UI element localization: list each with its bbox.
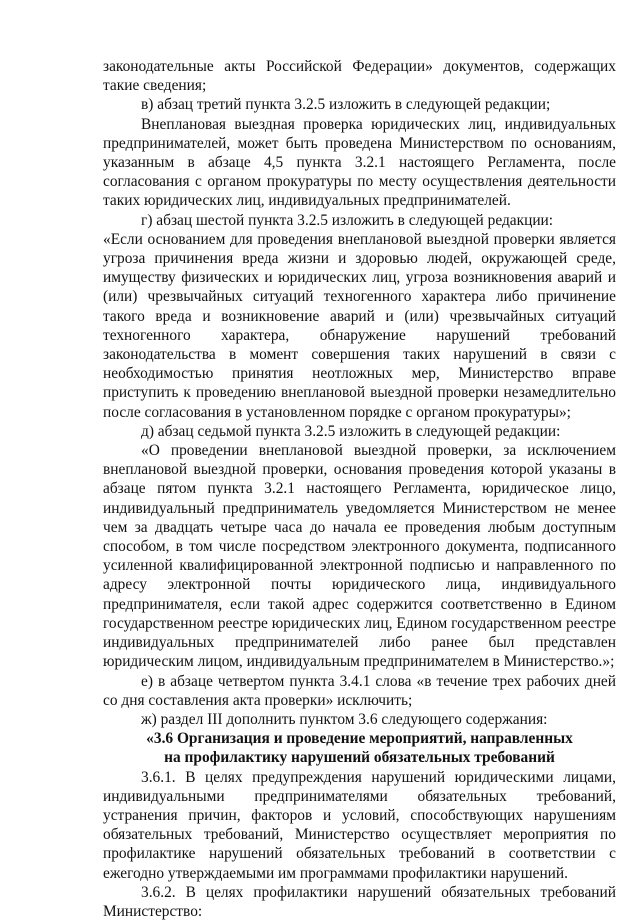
paragraph-item-v: в) абзац третий пункта 3.2.5 изложить в следующей редакции; <box>141 96 551 114</box>
document-body <box>103 57 616 921</box>
paragraph-item-d: д) абзац седьмой пункта 3.2.5 изложить в следующей редакции: <box>141 422 561 440</box>
paragraph-item-g: г) абзац шестой пункта 3.2.5 изложить в следующей редакции: <box>141 211 554 229</box>
paragraph-3-6-1: 3.6.1. В целях предупреждения нарушений юридическими лицами, индивидуальными предпринимателями обязательных требований, устранения причин, факторов и условий, способствующих нарушениям обязательных требований, Министерство осуществляет мероприятия по профилактике нарушений обязательных требований в соответствии с ежегодно утверждаемыми им программами профилактики нарушений. <box>103 768 616 882</box>
section-heading-title: Организация и проведение мероприятий, направленных <box>176 730 573 748</box>
section-heading-line2: на профилактику нарушений обязательных требований <box>164 749 555 767</box>
paragraph-intro-continuation: законодательные акты Российской Федерации» документов, содержащих такие сведения; <box>103 58 616 95</box>
paragraph-item-e: е) в абзаце четвертом пункта 3.4.1 слова «в течение трех рабочих дней со дня составления акта проверки» исключить; <box>103 672 616 709</box>
section-heading-prefix: «3.6 <box>146 730 177 748</box>
section-heading-line1 <box>103 729 616 748</box>
paragraph-quote-notification: «О проведении внеплановой выездной проверки, за исключением внеплановой выездной проверки, основания проведения которой указаны в абзаце пятом пункта 3.2.1 настоящего Регламента, юридическое лицо, индивидуальный предприниматель уведомляется Министерством не менее чем за двадцать четыре часа до начала ее проведения любым доступным способом, в том числе посредством электронного документа, подписанного усиленной квалифицированной электронной подписью и направленного по адресу электронной почты юридического лица, индивидуального предпринимателя, если такой адрес содержится соответственно в Едином государственном реестре юридических лиц, Едином государственном реестре индивидуальных предпринимателей либо ранее был представлен юридическим лицом, индивидуальным предпринимателем в Министерство.»; <box>103 442 616 671</box>
paragraph-unplanned-inspection: Внеплановая выездная проверка юридических лиц, индивидуальных предпринимателей, может быть проведена Министерством по основаниям, указанным в абзаце 4,5 пункта 3.2.1 настоящего Регламента, после согласования с органом прокуратуры по месту осуществления деятельности таких юридических лиц, индивидуальных предпринимателей. <box>103 115 616 210</box>
paragraph-item-zh: ж) раздел III дополнить пунктом 3.6 следующего содержания: <box>141 710 548 728</box>
paragraph-quote-grounds: «Если основанием для проведения внеплановой выездной проверки является угроза причинения вреда жизни и здоровью людей, окружающей среде, имуществу физических и юридических лиц, угроза возникновения аварий и (или) чрезвычайных ситуаций техногенного характера либо причинение такого вреда и возникновение аварий и (или) чрезвычайных ситуаций техногенного характера, обнаружение нарушений требований законодательства в момент совершения таких нарушений в связи с необходимостью принятия неотложных мер, Министерство вправе приступить к проведению внеплановой выездной проверки незамедлительно после согласования в установленном порядке с органом прокуратуры»; <box>103 230 616 421</box>
paragraph-3-6-2: 3.6.2. В целях профилактики нарушений обязательных требований Министерство: <box>103 883 616 920</box>
